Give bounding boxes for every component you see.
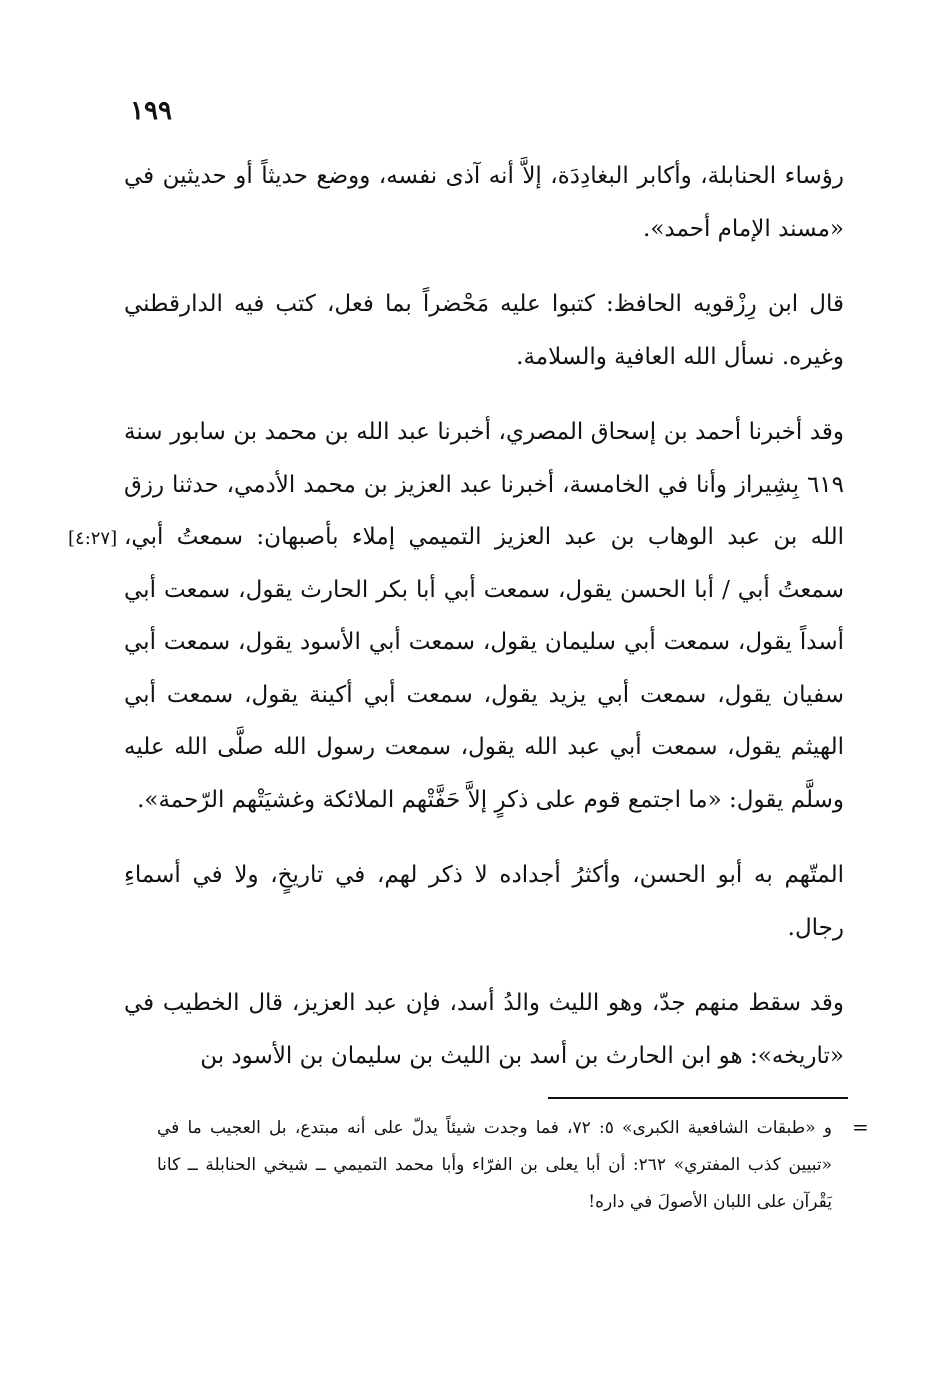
main-text [124, 150, 844, 1105]
margin-reference: [٤:٢٧] [68, 528, 118, 549]
footnote-divider [548, 1097, 848, 1099]
footnote [157, 1110, 832, 1221]
footnote-text: و «طبقات الشافعية الكبرى» ٥: ٧٢، فما وجدت شيئاً يدلّ على أنه مبتدع، بل العجيب ما في «تبيين كذب المفتري» ٢٦٢: أن أبا يعلى بن الفرّاء وأبا محمد التميمي ــ شيخي الحنابلة ــ كانا يَقْرآن على اللبان الأصولَ في داره! [157, 1118, 832, 1212]
footnote-continuation-marker: = [852, 1115, 869, 1139]
paragraph-5: وقد سقط منهم جدّ، وهو الليث والدُ أسد، فإن عبد العزيز، قال الخطيب في «تاريخه»: هو ابن الحارث بن أسد بن الليث بن سليمان بن الأسود بن [124, 990, 844, 1069]
page-number: ١٩٩ [130, 96, 172, 126]
paragraph-1: رؤساء الحنابلة، وأكابر البغادِدَة، إلاَّ أنه آذى نفسه، ووضع حديثاً أو حديثين في «مسند الإمام أحمد». [124, 163, 844, 242]
paragraph-3: وقد أخبرنا أحمد بن إسحاق المصري، أخبرنا عبد الله بن محمد بن سابور سنة ٦١٩ بِشِيراز وأنا في الخامسة، أخبرنا عبد العزيز بن محمد الأدمي، حدثنا رزق الله بن عبد الوهاب بن عبد العزيز التميمي إملاء بأصبهان: سمعتُ أبي، سمعتُ أبي / أبا الحسن يقول، سمعت أبي أبا بكر الحارث يقول، سمعت أبي أسداً يقول، سمعت أبي سليمان يقول، سمعت أبي الأسود يقول، سمعت أبي سفيان يقول، سمعت أبي يزيد يقول، سمعت أبي أكينة يقول، سمعت أبي الهيثم يقول، سمعت أبي عبد الله يقول، سمعت رسول الله صلَّى الله عليه وسلَّم يقول: «ما اجتمع قوم على ذكرٍ إلاَّ حَفَّتْهم الملائكة وغشيَتْهم الرّحمة». [124, 419, 845, 813]
paragraph-2: قال ابن رِزْقويه الحافظ: كتبوا عليه مَحْضراً بما فعل، كتب فيه الدارقطني وغيره. نسأل الله العافية والسلامة. [124, 291, 844, 370]
paragraph-4: المتّهم به أبو الحسن، وأكثرُ أجداده لا ذكر لهم، في تاريخٍ، ولا في أسماءِ رجال. [124, 862, 844, 941]
